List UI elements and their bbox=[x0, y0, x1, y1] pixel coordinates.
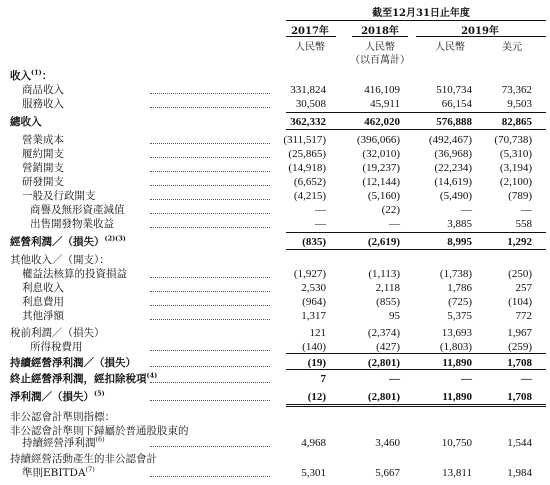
cell-2017: (140) bbox=[302, 341, 326, 353]
cell-2017: 362,332 bbox=[290, 116, 326, 128]
cell-2017: 30,508 bbox=[295, 98, 326, 110]
cell-2019-usd: 9,503 bbox=[507, 98, 532, 110]
table-row bbox=[0, 83, 550, 97]
cell-2019-rmb: — bbox=[461, 373, 472, 385]
cell-2019-rmb: 1,786 bbox=[447, 282, 472, 294]
row-label-text: 持續經營淨利潤／（損失） bbox=[10, 357, 136, 369]
row-label bbox=[10, 390, 105, 404]
table-row bbox=[0, 235, 550, 249]
dot-leader bbox=[150, 291, 270, 292]
row-label bbox=[22, 147, 64, 161]
row-label bbox=[10, 372, 157, 386]
period-header: 截至12月31日止年度 bbox=[372, 8, 470, 19]
dot-leader bbox=[150, 400, 270, 401]
cell-2019-usd: 1,544 bbox=[507, 437, 532, 449]
dot-leader bbox=[150, 476, 270, 477]
cell-2019-usd: 1,708 bbox=[507, 391, 532, 403]
cell-2019-rmb: 8,995 bbox=[447, 236, 472, 248]
row-label bbox=[10, 69, 52, 83]
cell-2017: (1,927) bbox=[293, 268, 326, 280]
dot-leader bbox=[150, 199, 270, 200]
cell-2019-usd: 257 bbox=[515, 282, 532, 294]
row-label-text: 其他淨額 bbox=[22, 310, 64, 322]
cell-2018: 3,460 bbox=[375, 437, 400, 449]
table-row bbox=[0, 295, 550, 309]
total-rule bbox=[286, 369, 546, 370]
cell-2017: 4,968 bbox=[301, 437, 326, 449]
cell-2017: — bbox=[315, 218, 326, 230]
row-label-text: 利息費用 bbox=[22, 296, 64, 308]
table-row bbox=[0, 189, 550, 203]
row-label-text: 出售開發物業收益 bbox=[30, 218, 114, 230]
currency-2017: 人民幣 bbox=[295, 42, 325, 53]
cell-2019-usd: (259) bbox=[508, 341, 532, 353]
footnote-marker: (7) bbox=[85, 465, 95, 474]
cell-2017: (311,517) bbox=[283, 134, 326, 146]
cell-2018: (5,160) bbox=[367, 190, 400, 202]
row-label-text: 稅前利潤／（損失） bbox=[10, 327, 105, 339]
cell-2019-rmb: 5,375 bbox=[447, 310, 472, 322]
dot-leader bbox=[150, 213, 270, 214]
cell-2019-rmb: 11,890 bbox=[442, 391, 472, 403]
cell-2019-rmb: — bbox=[461, 204, 472, 216]
row-label-text: 商譽及無形資產減值 bbox=[30, 204, 125, 216]
cell-2019-usd: (5,310) bbox=[499, 148, 532, 160]
row-label bbox=[22, 436, 105, 450]
table-row bbox=[0, 133, 550, 147]
row-label-text: 終止經營淨利潤，經扣除稅項 bbox=[10, 373, 147, 385]
dot-leader bbox=[150, 227, 270, 228]
row-label-text: 準則EBITDA bbox=[22, 467, 86, 479]
currency-2018: 人民幣 bbox=[365, 42, 395, 53]
table-row bbox=[0, 217, 550, 231]
row-label bbox=[10, 452, 157, 466]
cell-2018: (12,144) bbox=[362, 176, 400, 188]
cell-2019-usd: 1,984 bbox=[507, 467, 532, 479]
dot-leader bbox=[150, 107, 270, 108]
cell-2018: (19,237) bbox=[362, 162, 400, 174]
row-label bbox=[22, 267, 127, 281]
table-row bbox=[0, 466, 550, 480]
table-row bbox=[0, 147, 550, 161]
cell-2019-usd: (70,738) bbox=[494, 134, 532, 146]
row-label bbox=[30, 340, 83, 354]
table-row bbox=[0, 253, 550, 267]
cell-2019-rmb: (36,968) bbox=[434, 148, 472, 160]
cell-2018: 95 bbox=[389, 310, 400, 322]
cell-2018: 462,020 bbox=[364, 116, 400, 128]
year-rule-2017 bbox=[286, 36, 336, 37]
cell-2019-usd: 1,708 bbox=[507, 357, 532, 369]
cell-2017: (6,652) bbox=[293, 176, 326, 188]
row-label-text: 營業成本 bbox=[22, 134, 64, 146]
table-row bbox=[0, 452, 550, 466]
row-label bbox=[10, 410, 115, 424]
cell-2019-rmb: 576,888 bbox=[436, 116, 472, 128]
cell-2019-usd: 558 bbox=[515, 218, 532, 230]
cell-2017: (25,865) bbox=[288, 148, 326, 160]
cell-2018: (2,374) bbox=[367, 327, 400, 339]
total-rule bbox=[286, 129, 546, 130]
cell-2019-rmb: 3,885 bbox=[447, 218, 472, 230]
cell-2019-rmb: 13,811 bbox=[442, 467, 472, 479]
row-label-text: 所得稅費用 bbox=[30, 341, 83, 353]
cell-2019-rmb: (14,619) bbox=[434, 176, 472, 188]
table-row bbox=[0, 390, 550, 404]
footnote-marker: (1) bbox=[31, 68, 42, 77]
period-rule bbox=[286, 20, 546, 21]
cell-2019-rmb: 11,890 bbox=[442, 357, 472, 369]
row-label bbox=[22, 175, 64, 189]
cell-2019-rmb: (492,467) bbox=[428, 134, 472, 146]
row-label bbox=[10, 253, 110, 267]
row-label-text: 非公認會計準則下歸屬於普通股股東的 bbox=[10, 425, 189, 437]
row-label bbox=[22, 295, 64, 309]
cell-2018: (22) bbox=[381, 204, 400, 216]
cell-2017: (835) bbox=[302, 236, 326, 248]
cell-2018: 5,667 bbox=[375, 467, 400, 479]
row-label-text: 營銷開支 bbox=[22, 162, 64, 174]
table-row bbox=[0, 203, 550, 217]
row-label-text: 持續經營活動產生的非公認會計 bbox=[10, 453, 157, 465]
dot-leader bbox=[150, 93, 270, 94]
year-2018: 2018年 bbox=[361, 26, 399, 37]
row-label-text: 淨利潤／（損失） bbox=[10, 391, 94, 403]
row-label-text: 權益法核算的投資損益 bbox=[22, 268, 127, 280]
row-label bbox=[22, 189, 96, 203]
cell-2017: (19) bbox=[307, 357, 326, 369]
cell-2017: 5,301 bbox=[301, 467, 326, 479]
year-rule-2018 bbox=[352, 36, 408, 37]
currency-2019-rmb: 人民幣 bbox=[435, 42, 465, 53]
currency-2019-usd: 美元 bbox=[502, 42, 522, 53]
table-row bbox=[0, 372, 550, 386]
row-label bbox=[22, 281, 64, 295]
cell-2018: (2,801) bbox=[367, 357, 400, 369]
cell-2019-usd: 73,362 bbox=[501, 84, 532, 96]
footnote-marker: (4) bbox=[146, 371, 158, 380]
cell-2019-rmb: (1,803) bbox=[439, 341, 472, 353]
year-rule-2019 bbox=[416, 36, 546, 37]
dot-leader bbox=[150, 366, 270, 367]
table-row bbox=[0, 267, 550, 281]
cell-2018: — bbox=[389, 373, 400, 385]
cell-2019-usd: (3,194) bbox=[499, 162, 532, 174]
cell-2019-rmb: (1,738) bbox=[439, 268, 472, 280]
total-rule bbox=[286, 249, 546, 250]
cell-2019-usd: — bbox=[521, 373, 532, 385]
table-row bbox=[0, 410, 550, 424]
cell-2017: 2,530 bbox=[301, 282, 326, 294]
dot-leader bbox=[150, 319, 270, 320]
table-row bbox=[0, 340, 550, 354]
row-label-text: 一般及行政開支 bbox=[22, 190, 96, 202]
cell-2017: 331,824 bbox=[290, 84, 326, 96]
cell-2019-rmb: 10,750 bbox=[441, 437, 472, 449]
cell-2019-rmb: (725) bbox=[448, 296, 472, 308]
row-label-text: 經營利潤／（損失） bbox=[10, 236, 105, 248]
year-2019: 2019年 bbox=[461, 26, 499, 37]
dot-leader bbox=[150, 143, 270, 144]
total-rule bbox=[286, 353, 546, 354]
dot-leader bbox=[150, 446, 270, 447]
cell-2019-usd: 1,292 bbox=[507, 236, 532, 248]
row-label-text: 商品收入 bbox=[22, 84, 64, 96]
row-label bbox=[22, 83, 64, 97]
cell-2019-usd: (250) bbox=[508, 268, 532, 280]
cell-2019-usd: 82,865 bbox=[501, 116, 532, 128]
cell-2018: 416,109 bbox=[364, 84, 400, 96]
cell-2019-usd: (104) bbox=[508, 296, 532, 308]
cell-2019-usd: 1,967 bbox=[507, 327, 532, 339]
cell-2019-rmb: 13,693 bbox=[441, 327, 472, 339]
cell-2018: (427) bbox=[376, 341, 400, 353]
table-row bbox=[0, 281, 550, 295]
total-rule bbox=[286, 406, 546, 407]
table-row bbox=[0, 69, 550, 83]
cell-2018: — bbox=[389, 218, 400, 230]
footnote-marker: (6) bbox=[95, 435, 105, 444]
dot-leader bbox=[150, 382, 270, 383]
table-row bbox=[0, 356, 550, 370]
row-label bbox=[30, 203, 125, 217]
cell-2018: (855) bbox=[376, 296, 400, 308]
row-label bbox=[10, 356, 136, 370]
cell-2017: 1,317 bbox=[301, 310, 326, 322]
dot-leader bbox=[150, 277, 270, 278]
dot-leader bbox=[150, 305, 270, 306]
total-rule bbox=[286, 112, 546, 113]
year-2017: 2017年 bbox=[291, 26, 329, 37]
cell-2019-usd: 772 bbox=[515, 310, 532, 322]
table-row bbox=[0, 436, 550, 450]
row-label bbox=[22, 97, 64, 111]
row-label-text: 履約開支 bbox=[22, 148, 64, 160]
cell-2019-usd: (789) bbox=[508, 190, 532, 202]
cell-2017: 121 bbox=[309, 327, 326, 339]
dot-leader bbox=[150, 185, 270, 186]
cell-2017: (4,215) bbox=[293, 190, 326, 202]
dot-leader bbox=[150, 350, 270, 351]
cell-2019-rmb: 510,734 bbox=[436, 84, 472, 96]
total-rule bbox=[286, 232, 546, 233]
row-label bbox=[10, 326, 105, 340]
cell-2018: (32,010) bbox=[362, 148, 400, 160]
row-label-text: 利息收入 bbox=[22, 282, 64, 294]
cell-2019-usd: — bbox=[521, 204, 532, 216]
row-label-text: 持續經營淨利潤 bbox=[22, 437, 96, 449]
table-row bbox=[0, 309, 550, 323]
row-label bbox=[10, 235, 126, 249]
table-row bbox=[0, 161, 550, 175]
cell-2017: (12) bbox=[307, 391, 326, 403]
dot-leader bbox=[150, 171, 270, 172]
cell-2017: (14,918) bbox=[288, 162, 326, 174]
row-label bbox=[10, 115, 42, 129]
total-rule bbox=[286, 404, 546, 405]
row-label bbox=[22, 309, 64, 323]
table-row bbox=[0, 175, 550, 189]
cell-2018: 2,118 bbox=[375, 282, 400, 294]
cell-2017: (964) bbox=[302, 296, 326, 308]
cell-2018: (2,619) bbox=[367, 236, 400, 248]
table-row bbox=[0, 115, 550, 129]
row-label-text: 收入 bbox=[10, 70, 31, 82]
unit-note: （以百萬計） bbox=[350, 55, 410, 66]
row-label-suffix: ： bbox=[41, 70, 53, 82]
cell-2017: 7 bbox=[320, 373, 326, 385]
row-label-text: 總收入 bbox=[10, 116, 42, 128]
row-label-text: 服務收入 bbox=[22, 98, 64, 110]
row-label-text: 研發開支 bbox=[22, 176, 64, 188]
table-row bbox=[0, 326, 550, 340]
cell-2019-rmb: (5,490) bbox=[439, 190, 472, 202]
row-label bbox=[22, 133, 64, 147]
cell-2018: (396,066) bbox=[356, 134, 400, 146]
row-label bbox=[22, 466, 95, 480]
row-label-text: 非公認會計準則指標： bbox=[10, 411, 115, 423]
footnote-marker: (5) bbox=[94, 389, 105, 398]
row-label-text: 其他收入／（開支）： bbox=[10, 254, 110, 266]
cell-2019-usd: (2,100) bbox=[499, 176, 532, 188]
cell-2018: 45,911 bbox=[370, 98, 400, 110]
cell-2019-rmb: 66,154 bbox=[441, 98, 472, 110]
cell-2018: (1,113) bbox=[368, 268, 400, 280]
footnote-marker: (2)(3) bbox=[104, 234, 126, 243]
cell-2017: — bbox=[315, 204, 326, 216]
dot-leader bbox=[150, 157, 270, 158]
cell-2018: (2,801) bbox=[367, 391, 400, 403]
row-label bbox=[30, 217, 114, 231]
row-label bbox=[22, 161, 64, 175]
cell-2019-rmb: (22,234) bbox=[434, 162, 472, 174]
table-row bbox=[0, 97, 550, 111]
